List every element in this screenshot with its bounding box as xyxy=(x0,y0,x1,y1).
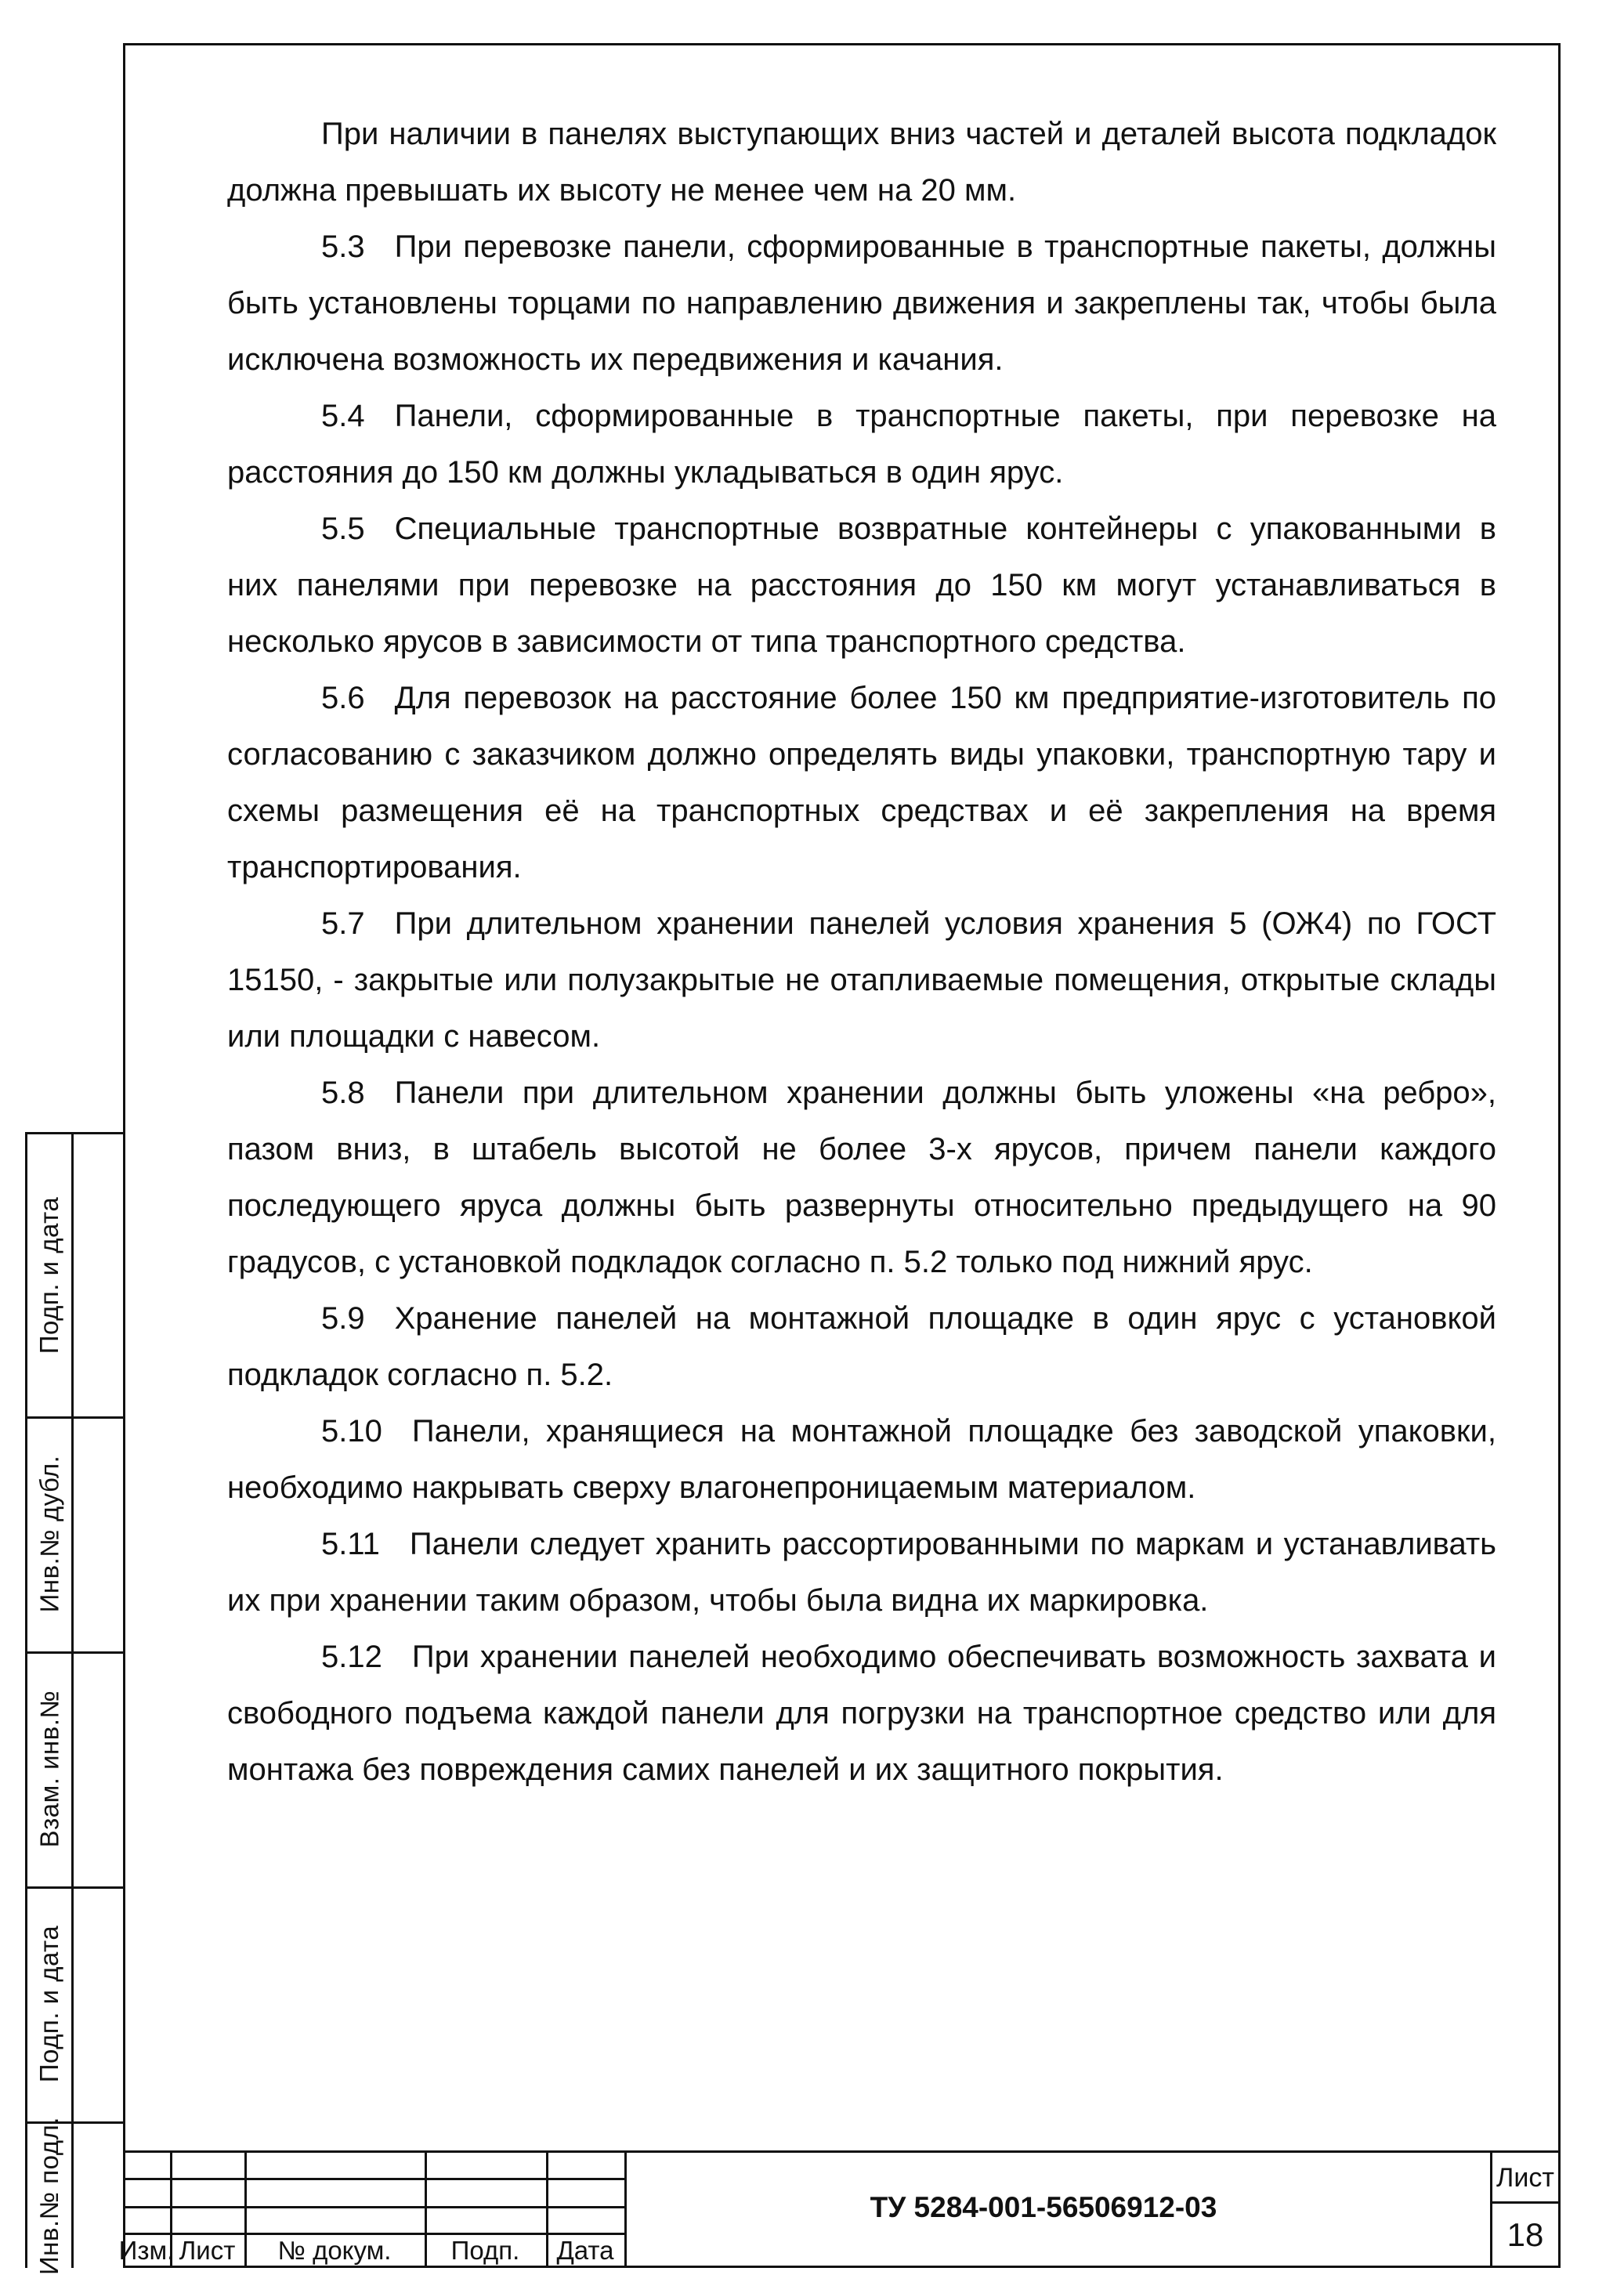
paragraph-5-4 xyxy=(227,388,1496,501)
paragraph-5-9 xyxy=(227,1290,1496,1403)
header-doc-num: № докум. xyxy=(277,2235,392,2265)
paragraph-text: Специальные транспортные возвратные контейнеры с упакованными в них панелями при перевозке на расстояния до 150 км могут устанавливаться в несколько ярусов в зависимости от типа транспортного средства. xyxy=(227,512,1496,659)
paragraph-5-6 xyxy=(227,670,1496,895)
paragraph-number: 5.9 xyxy=(321,1301,365,1336)
side-label: Взам. инв.№ xyxy=(34,1690,63,1848)
paragraph-number: 5.12 xyxy=(321,1640,382,1674)
paragraph-5-11 xyxy=(227,1516,1496,1629)
sheet-label: Лист xyxy=(1496,2162,1554,2193)
document-body xyxy=(227,106,1496,1798)
paragraph-number: 5.3 xyxy=(321,230,365,264)
header-podp: Подп. xyxy=(450,2235,520,2265)
side-cell-inv-podl xyxy=(27,2117,71,2275)
header-list: Лист xyxy=(179,2235,236,2265)
paragraph-5-10 xyxy=(227,1403,1496,1516)
sheet-number: 18 xyxy=(1506,2215,1544,2253)
paragraph-number: 5.5 xyxy=(321,512,365,546)
paragraph-5-12 xyxy=(227,1629,1496,1798)
paragraph-text: Для перевозок на расстояние более 150 км предприятие-изготовитель по согласованию с заказчиком должно определять виды упаковки, транспортную тару и схемы размещения её на транспортных средствах и её закрепления на время транспортирования. xyxy=(227,681,1496,884)
title-block xyxy=(118,2150,1561,2268)
paragraph-text: При длительном хранении панелей условия хранения 5 (ОЖ4) по ГОСТ 15150, - закрытые или полузакрытые не отапливаемые помещения, открытые склады или площадки с навесом. xyxy=(227,906,1496,1054)
paragraph-number: 5.7 xyxy=(321,906,365,941)
paragraph-text: При наличии в панелях выступающих вниз частей и деталей высота подкладок должна превышать их высоту не менее чем на 20 мм. xyxy=(227,117,1496,208)
paragraph-text: Панели, хранящиеся на монтажной площадке без заводской упаковки, необходимо накрывать сверху влагонепроницаемым материалом. xyxy=(227,1414,1496,1505)
side-cell-inv-dubl xyxy=(27,1416,71,1651)
side-label: Инв.№ подл. xyxy=(34,2117,64,2275)
side-label: Подп. и дата xyxy=(34,1925,64,2083)
paragraph-number: 5.11 xyxy=(321,1527,380,1561)
paragraph-5-5 xyxy=(227,501,1496,670)
paragraph-number: 5.6 xyxy=(321,681,365,715)
paragraph-text: Хранение панелей на монтажной площадке в один ярус с установкой подкладок согласно п. 5.2. xyxy=(227,1301,1496,1392)
paragraph-text: При хранении панелей необходимо обеспечивать возможность захвата и свободного подъема каждой панели для погрузки на транспортное средство или для монтажа без повреждения самих панелей и их защитного покрытия. xyxy=(227,1640,1496,1787)
side-cell-podp-data-2 xyxy=(27,1886,71,2121)
header-izm: Изм. xyxy=(118,2235,175,2265)
paragraph-number: 5.10 xyxy=(321,1414,382,1448)
side-stamp-columns xyxy=(25,1132,124,2275)
side-stamp-divider xyxy=(71,1134,74,2268)
paragraph-5-7 xyxy=(227,895,1496,1065)
side-cell-podp-data-1 xyxy=(27,1134,71,1416)
paragraph-number: 5.8 xyxy=(321,1076,365,1110)
side-cell-vzam-inv xyxy=(27,1651,71,1886)
title-block-row-line xyxy=(123,2206,624,2208)
header-data: Дата xyxy=(556,2235,614,2265)
paragraph-text: Панели при длительном хранении должны быть уложены «на ребро», пазом вниз, в штабель высотой не более 3-х ярусов, причем панели каждого последующего яруса должны быть развернуты относительно предыдущего на 90 градусов, с установкой подкладок согласно п. 5.2 только под нижний ярус. xyxy=(227,1076,1496,1279)
document-code: ТУ 5284-001-56506912-03 xyxy=(870,2191,1217,2223)
paragraph-text: Панели, сформированные в транспортные пакеты, при перевозке на расстояния до 150 км должны укладываться в один ярус. xyxy=(227,399,1496,490)
paragraph-number: 5.4 xyxy=(321,399,365,433)
paragraph-5-3 xyxy=(227,219,1496,388)
title-block-row-line xyxy=(123,2178,624,2180)
paragraph-text: Панели следует хранить рассортированными по маркам и устанавливать их при хранении таким образом, чтобы была видна их маркировка. xyxy=(227,1527,1496,1618)
side-label: Подп. и дата xyxy=(34,1196,64,1354)
paragraph-5-2-continuation xyxy=(227,106,1496,219)
paragraph-5-8 xyxy=(227,1065,1496,1290)
side-label: Инв.№ дубл. xyxy=(34,1455,63,1613)
paragraph-text: При перевозке панели, сформированные в транспортные пакеты, должны быть установлены торцами по направлению движения и закреплены так, чтобы была исключена возможность их передвижения и качания. xyxy=(227,230,1496,377)
